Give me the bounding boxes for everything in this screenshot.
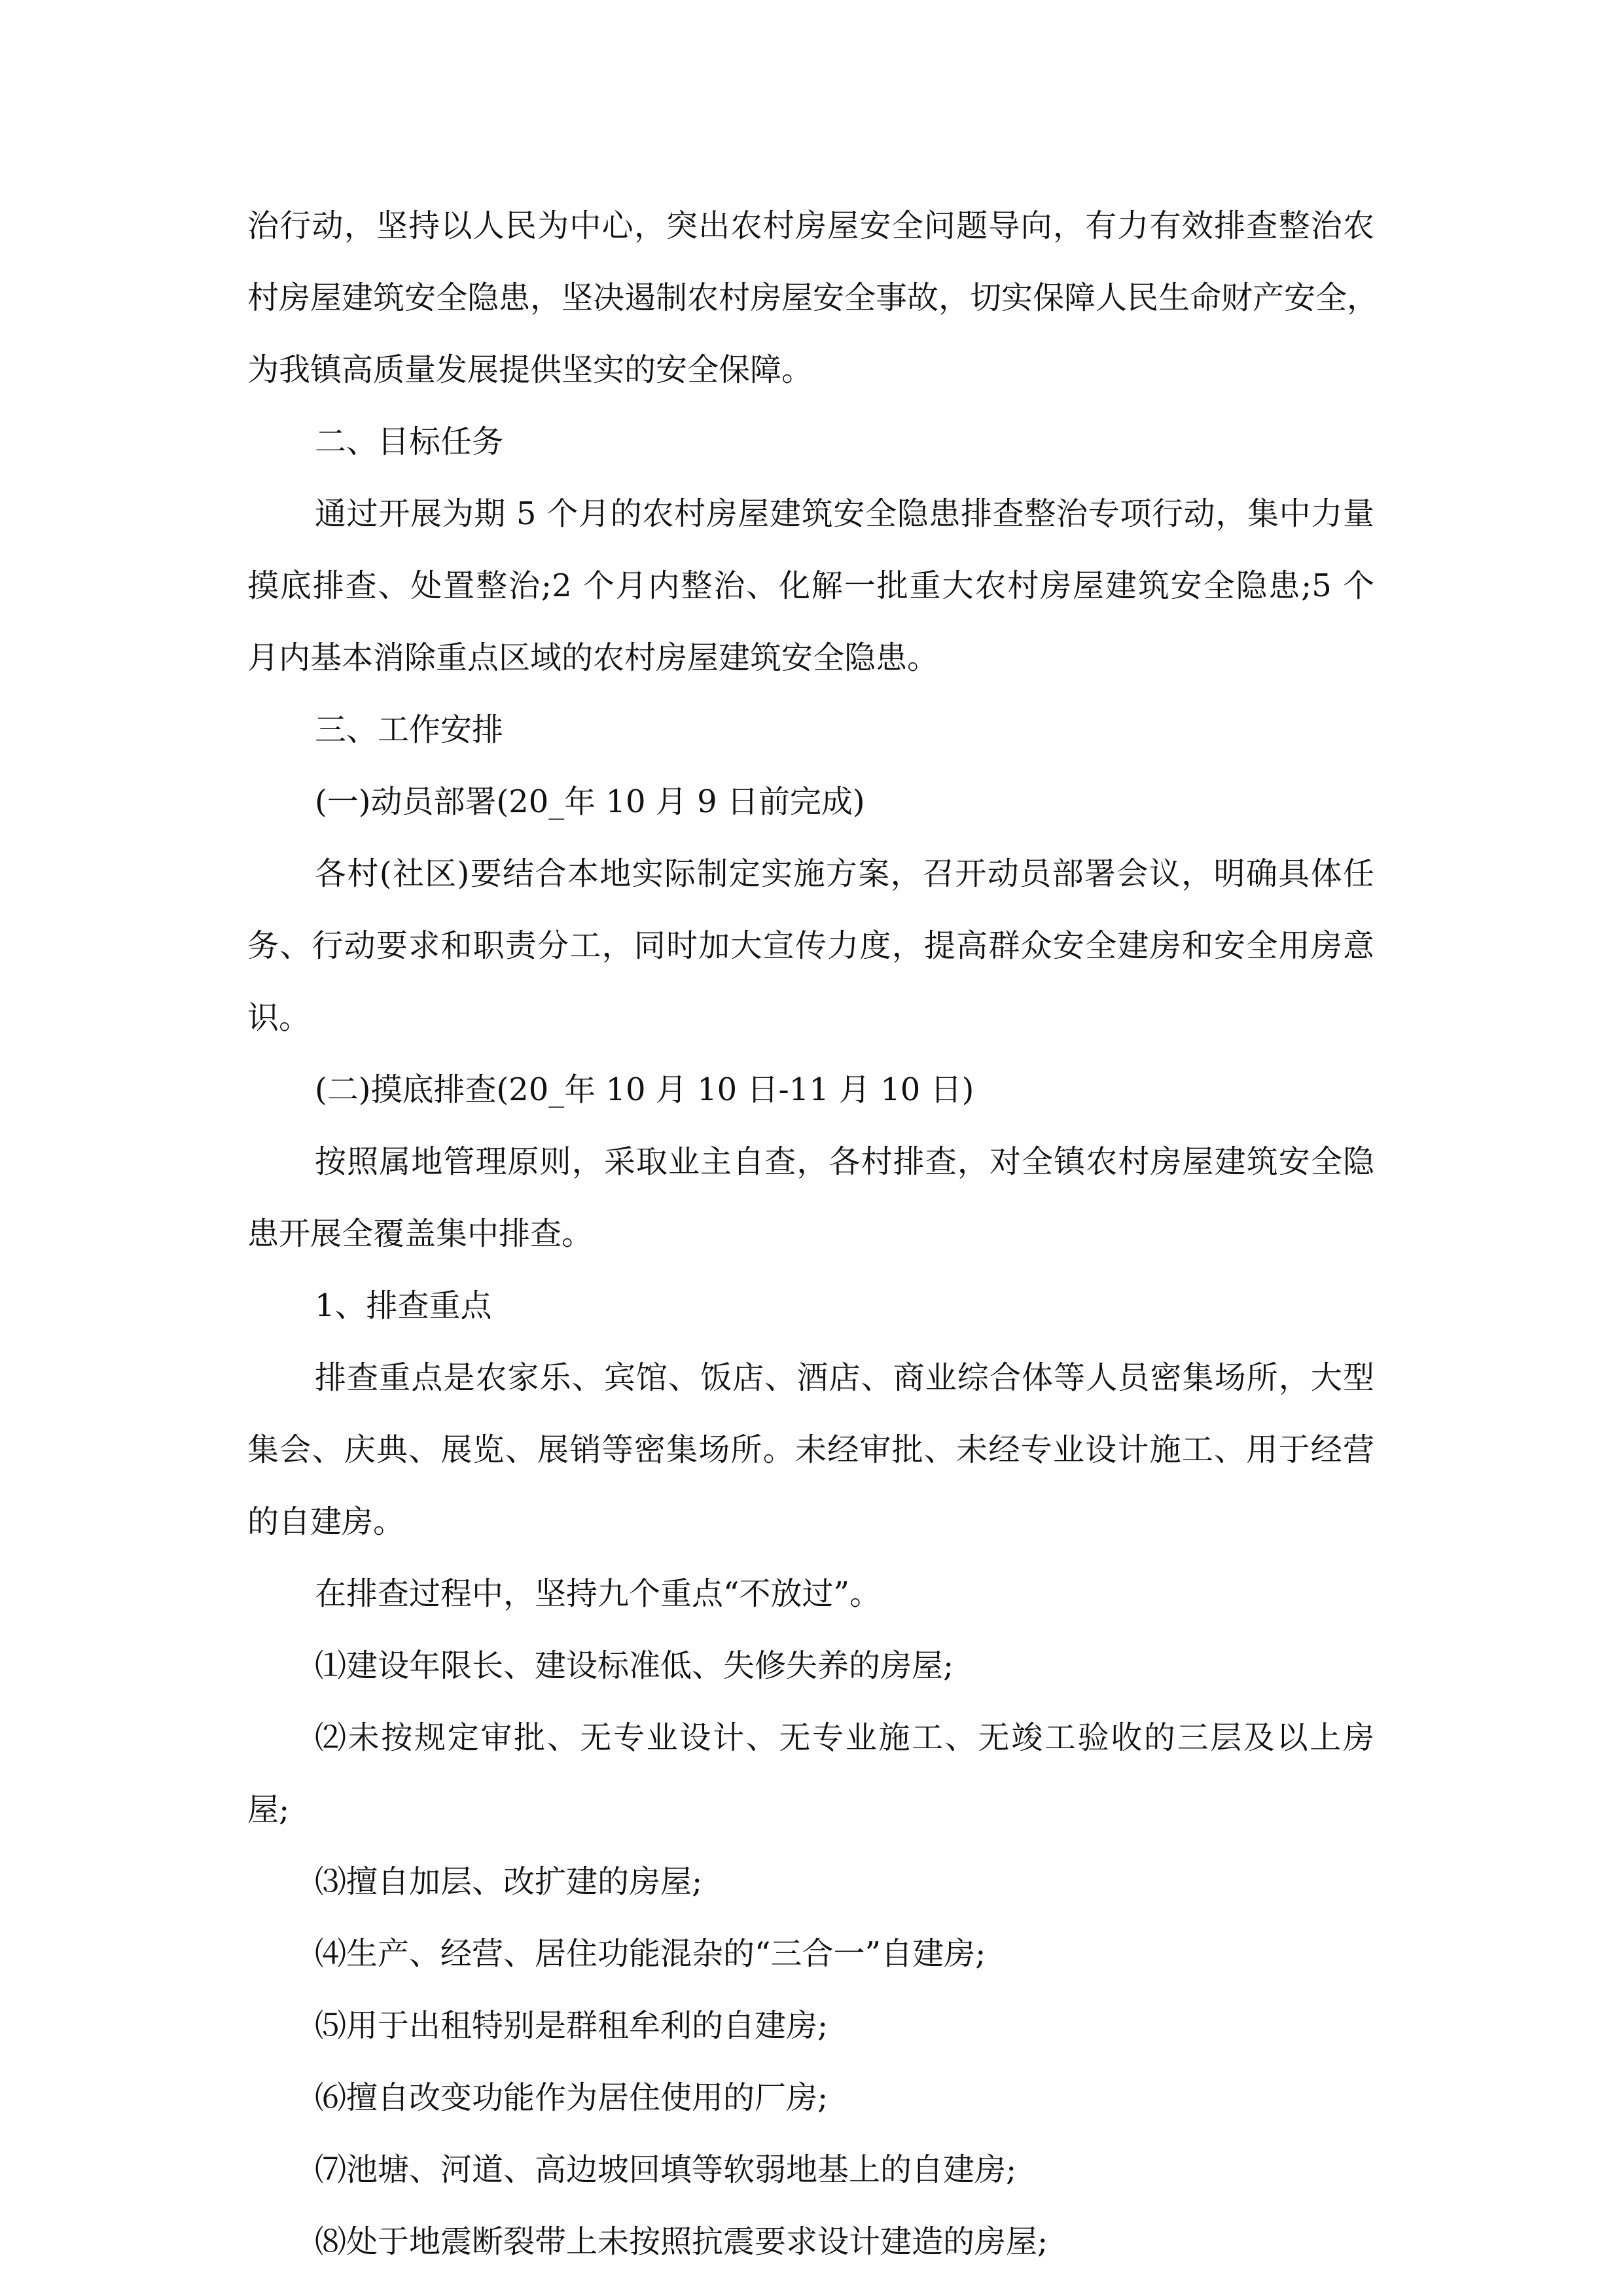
subheading-line: (二)摸底排查(20_年 10 月 10 日-11 月 10 日) [315,1071,974,1108]
section-heading-arrangements [247,694,1374,766]
list-item-2 [247,1702,1374,1846]
paragraph-survey-body [247,1126,1374,1270]
text-line: 村房屋建筑安全隐患，坚决遏制农村房屋安全事故，切实保障人民生命财产安全， [247,279,1379,316]
paragraph-survey-focus-body [247,1342,1374,1558]
text-line: 通过开展为期 5 个月的农村房屋建筑安全隐患排查整治专项行动，集中力量 [315,495,1374,532]
subheading-mobilization [247,766,1374,838]
list-item-3 [247,1846,1374,1918]
text-line: 治行动，坚持以人民为中心，突出农村房屋安全问题导向，有力有效排查整治农 [247,207,1374,244]
paragraph-nine-points [247,1558,1374,1630]
text-line: ⑵未按规定审批、无专业设计、无专业施工、无竣工验收的三层及以上房 [315,1719,1374,1756]
document-page [247,190,1379,2278]
list-item-8 [247,2206,1374,2278]
text-line: ⑴建设年限长、建设标准低、失修失养的房屋; [315,1647,954,1684]
paragraph-mobilization-body [247,838,1374,1054]
list-item-5 [247,1990,1374,2062]
text-line: 患开展全覆盖集中排查。 [247,1215,594,1252]
text-line: ⑹擅自改变功能作为居住使用的厂房; [315,2079,829,2116]
text-line: 务、行动要求和职责分工，同时加大宣传力度，提高群众安全建房和安全用房意 [247,927,1374,964]
text-line: 集会、庆典、展览、展销等密集场所。未经审批、未经专业设计施工、用于经营 [247,1431,1374,1468]
heading-line: 二、目标任务 [315,423,504,460]
text-line: 屋; [247,1791,290,1828]
text-line: 的自建房。 [247,1503,405,1540]
text-line: 识。 [247,999,311,1036]
list-item-1 [247,1630,1374,1702]
paragraph-goals-body [247,478,1374,694]
text-line: 排查重点是农家乐、宾馆、饭店、酒店、商业综合体等人员密集场所，大型 [315,1359,1374,1396]
text-line: 为我镇高质量发展提供坚实的安全保障。 [247,351,813,388]
text-line: 在排查过程中，坚持九个重点“不放过”。 [315,1575,882,1612]
text-line: 按照属地管理原则，采取业主自查，各村排查，对全镇农村房屋建筑安全隐 [315,1143,1374,1180]
text-line: 月内基本消除重点区域的农村房屋建筑安全隐患。 [247,639,939,676]
subheading-line: (一)动员部署(20_年 10 月 9 日前完成) [315,783,865,820]
text-line: ⑺池塘、河道、高边坡回填等软弱地基上的自建房; [315,2151,1017,2188]
subheading-survey-focus [247,1270,1374,1342]
text-line: 各村(社区)要结合本地实际制定实施方案，召开动员部署会议，明确具体任 [315,855,1374,892]
text-line: ⑶擅自加层、改扩建的房屋; [315,1863,703,1900]
list-item-7 [247,2134,1374,2206]
heading-line: 三、工作安排 [315,711,504,748]
list-item-4 [247,1918,1374,1990]
text-line: 摸底排查、处置整治;2 个月内整治、化解一批重大农村房屋建筑安全隐患;5 个 [247,567,1374,604]
subheading-survey [247,1054,1374,1126]
list-item-6 [247,2062,1374,2134]
paragraph-intro-continuation [247,190,1379,406]
text-line: ⑷生产、经营、居住功能混杂的“三合一”自建房; [315,1935,986,1972]
section-heading-goals [247,406,1374,478]
subheading-line: 1、排查重点 [315,1287,492,1324]
text-line: ⑻处于地震断裂带上未按照抗震要求设计建造的房屋; [315,2223,1048,2260]
text-line: ⑸用于出租特别是群租牟利的自建房; [315,2007,829,2044]
